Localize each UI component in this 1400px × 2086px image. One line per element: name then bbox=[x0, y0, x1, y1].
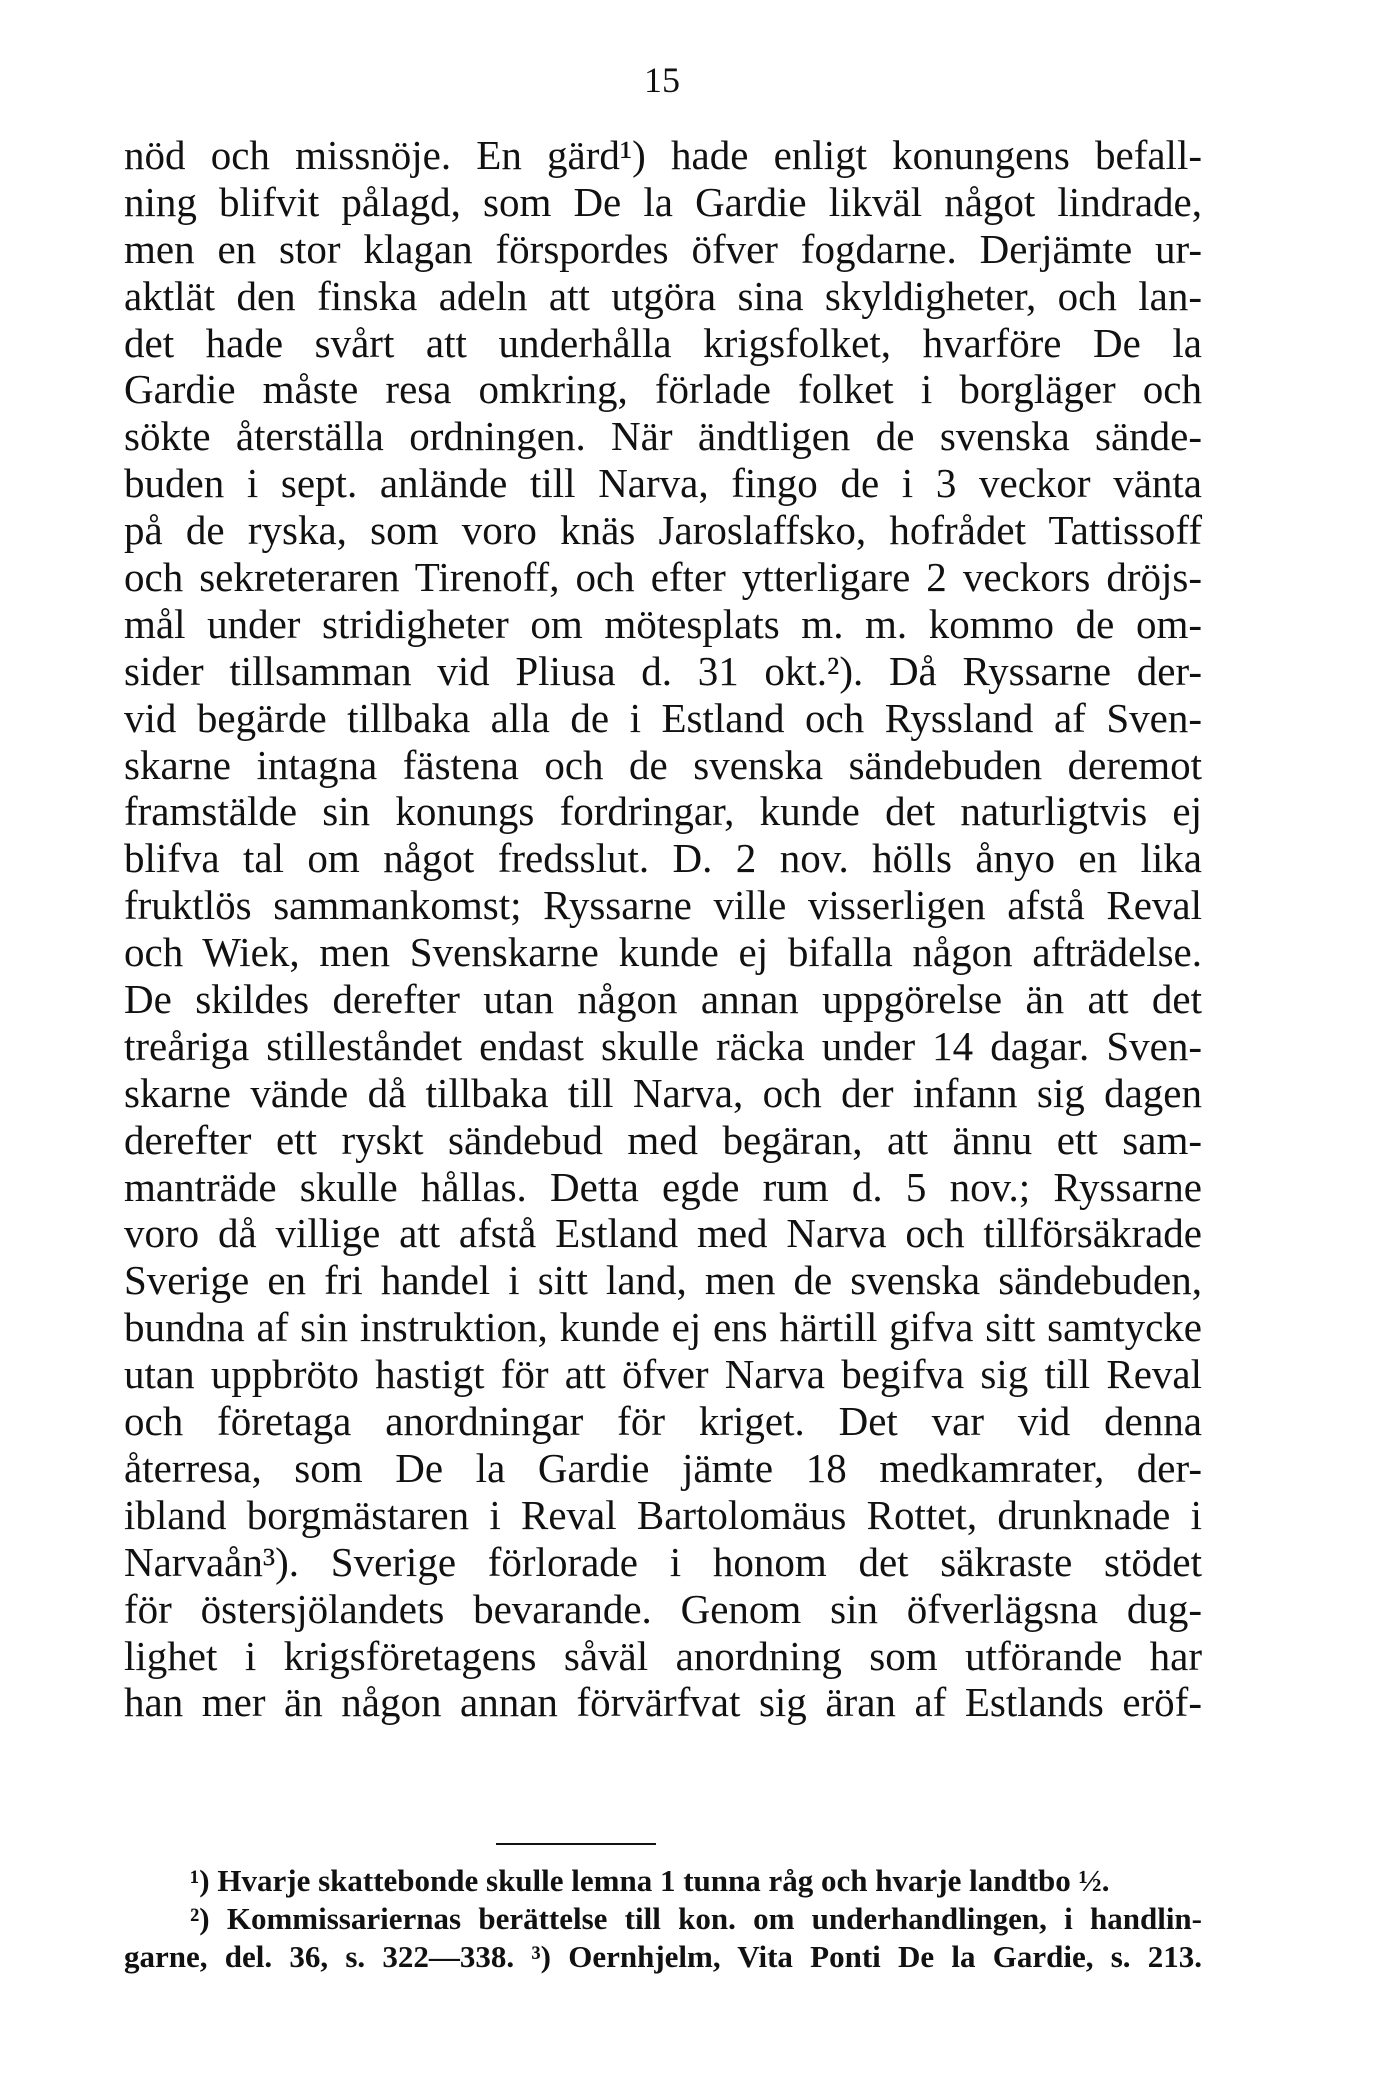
text-line: för östersjölandets bevarande. Genom sin öfverlägsna dug- bbox=[124, 1585, 1202, 1632]
text-line: fruktlös sammankomst; Ryssarne ville visserligen afstå Reval bbox=[124, 882, 1202, 929]
body-text bbox=[124, 132, 1202, 1726]
text-line: ning blifvit pålagd, som De la Gardie likväl något lindrade, bbox=[124, 178, 1202, 225]
page-number: 15 bbox=[644, 60, 680, 100]
footnotes bbox=[124, 1862, 1202, 1976]
text-line: på de ryska, som voro knäs Jaroslaffsko, hofrådet Tattissoff bbox=[124, 507, 1202, 554]
text-line: han mer än någon annan förvärfvat sig äran af Estlands eröf- bbox=[124, 1679, 1202, 1726]
text-line: blifva tal om något fredsslut. D. 2 nov. hölls ånyo en lika bbox=[124, 835, 1202, 882]
text-line: sider tillsamman vid Pliusa d. 31 okt.²). Då Ryssarne der- bbox=[124, 647, 1202, 694]
text-line: mål under stridigheter om mötesplats m. m. kommo de om- bbox=[124, 600, 1202, 647]
text-line: det hade svårt att underhålla krigsfolket, hvarföre De la bbox=[124, 319, 1202, 366]
text-line: aktlät den finska adeln att utgöra sina skyldigheter, och lan- bbox=[124, 272, 1202, 319]
text-line: framstälde sin konungs fordringar, kunde det naturligtvis ej bbox=[124, 788, 1202, 835]
text-line: återresa, som De la Gardie jämte 18 medkamrater, der- bbox=[124, 1444, 1202, 1491]
text-line: och företaga anordningar för kriget. Det var vid denna bbox=[124, 1398, 1202, 1445]
text-line: voro då villige att afstå Estland med Narva och tillförsäkrade bbox=[124, 1210, 1202, 1257]
text-line: buden i sept. anlände till Narva, fingo de i 3 veckor vänta bbox=[124, 460, 1202, 507]
text-line: skarne vände då tillbaka till Narva, och der infann sig dagen bbox=[124, 1069, 1202, 1116]
text-line: Narvaån³). Sverige förlorade i honom det säkraste stödet bbox=[124, 1538, 1202, 1585]
text-line: utan uppbröto hastigt för att öfver Narva begifva sig till Reval bbox=[124, 1351, 1202, 1398]
text-line: och Wiek, men Svenskarne kunde ej bifalla någon afträdelse. bbox=[124, 929, 1202, 976]
text-line: treåriga stilleståndet endast skulle räcka under 14 dagar. Sven- bbox=[124, 1022, 1202, 1069]
text-line: ibland borgmästaren i Reval Bartolomäus Rottet, drunknade i bbox=[124, 1491, 1202, 1538]
text-line: derefter ett ryskt sändebud med begäran, att ännu ett sam- bbox=[124, 1116, 1202, 1163]
text-line: sökte återställa ordningen. När ändtligen de svenska sände- bbox=[124, 413, 1202, 460]
text-line: bundna af sin instruktion, kunde ej ens härtill gifva sitt samtycke bbox=[124, 1304, 1202, 1351]
footnote-1: ¹) Hvarje skattebonde skulle lemna 1 tunna råg och hvarje landtbo ½. bbox=[190, 1863, 1110, 1898]
text-line: men en stor klagan förspordes öfver fogdarne. Derjämte ur- bbox=[124, 225, 1202, 272]
text-line: lighet i krigsföretagens såväl anordning som utförande har bbox=[124, 1632, 1202, 1679]
text-line: vid begärde tillbaka alla de i Estland och Ryssland af Sven- bbox=[124, 694, 1202, 741]
text-line: skarne intagna fästena och de svenska sändebuden deremot bbox=[124, 741, 1202, 788]
text-line: och sekreteraren Tirenoff, och efter ytterligare 2 veckors dröjs- bbox=[124, 554, 1202, 601]
text-line: Sverige en fri handel i sitt land, men de svenska sändebuden, bbox=[124, 1257, 1202, 1304]
footnote-2-3-continuation: garne, del. 36, s. 322—338. ³) Oernhjelm, Vita Ponti De la Gardie, s. 213. bbox=[124, 1939, 1202, 1974]
text-line: nöd och missnöje. En gärd¹) hade enligt konungens befall- bbox=[124, 132, 1202, 178]
text-line: manträde skulle hållas. Detta egde rum d. 5 nov.; Ryssarne bbox=[124, 1163, 1202, 1210]
footnote-divider bbox=[496, 1843, 656, 1845]
text-line: Gardie måste resa omkring, förlade folket i borgläger och bbox=[124, 366, 1202, 413]
footnote-2: ²) Kommissariernas berättelse till kon. om underhandlingen, i handlin- bbox=[190, 1901, 1202, 1936]
text-line: De skildes derefter utan någon annan uppgörelse än att det bbox=[124, 976, 1202, 1023]
